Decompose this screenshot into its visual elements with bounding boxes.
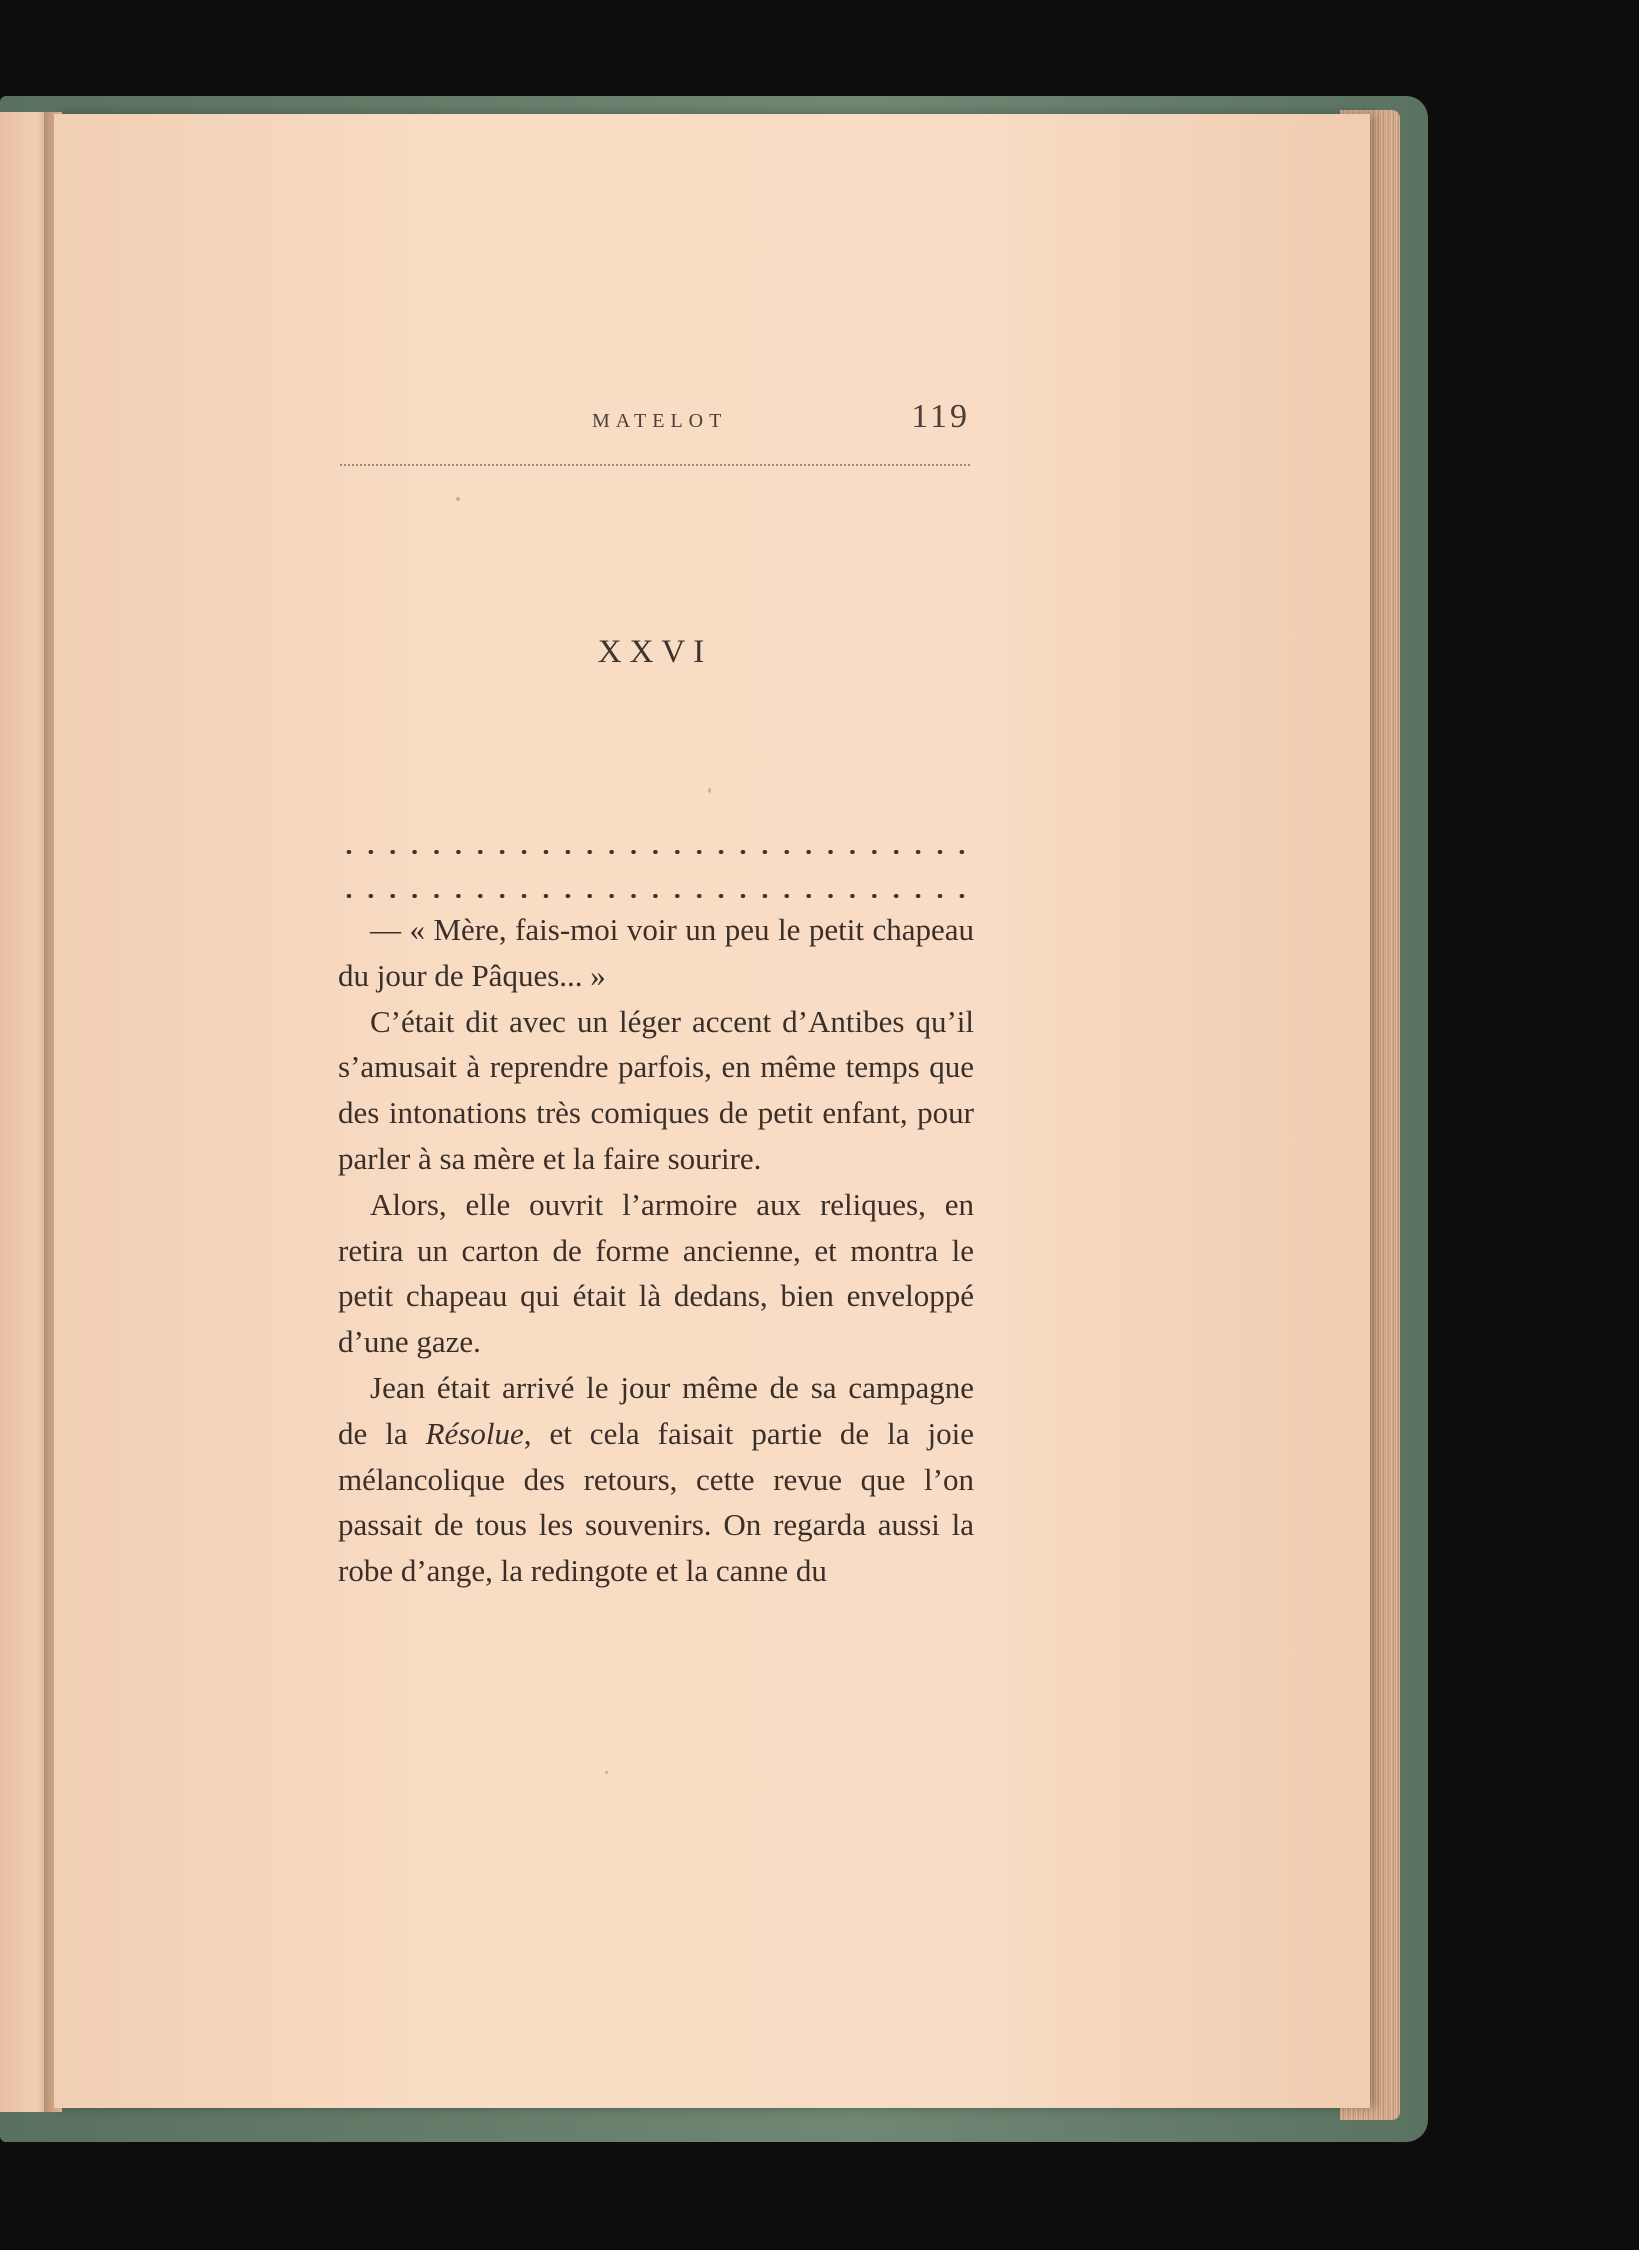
- page-number: 119: [911, 398, 970, 435]
- paragraph-4: [338, 1365, 974, 1594]
- paper-speck: [605, 1771, 608, 1774]
- omission-dots-row-2: [338, 894, 974, 898]
- ship-name: Résolue: [425, 1415, 524, 1451]
- paragraph-4-start: Jean était arrivé le jour même de sa campagne de la: [338, 1369, 974, 1451]
- running-header: [340, 398, 970, 466]
- paragraph-1: — « Mère, fais-moi voir un peu le petit chapeau du jour de Pâques... »: [338, 912, 974, 993]
- paper-speck: [708, 788, 711, 793]
- paragraph-2: C’était dit avec un léger accent d’Antibes qu’il s’amusait à reprendre parfois, en même temps que des intonations très comiques de petit enfant, pour parler à sa mère et la faire sourire.: [338, 1003, 974, 1176]
- paper-speck: [456, 497, 460, 501]
- body-text: [338, 907, 974, 1594]
- paragraph-3: Alors, elle ouvrit l’armoire aux reliques, en retira un carton de forme ancienne, et montra le petit chapeau qui était là dedans, bien enveloppé d’une gaze.: [338, 1186, 974, 1360]
- chapter-heading: XXVI: [597, 634, 713, 670]
- omission-dots-row-1: [338, 850, 974, 854]
- paragraph-4-end: , et cela faisait partie de la joie mélancolique des retours, cette revue que l’on passait de tous les souvenirs. On regarda aussi la robe d’ange, la redingote et la canne du: [338, 1415, 974, 1589]
- running-title: MATELOT: [592, 410, 728, 432]
